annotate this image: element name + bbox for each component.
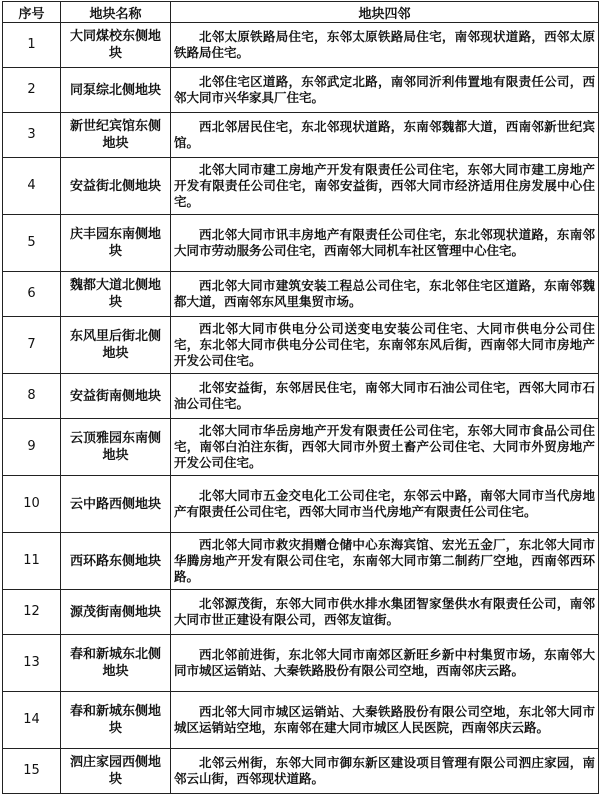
row-boundary: 北邻安益街，东邻居民住宅，南邻大同市石油公司住宅，西邻大同市石油公司住宅。: [171, 374, 599, 419]
table-row: [3, 68, 599, 113]
table-row: [3, 533, 599, 590]
row-num: 15: [3, 749, 61, 794]
row-num: 7: [3, 317, 61, 374]
row-num: 2: [3, 68, 61, 113]
row-boundary: 北邻太原铁路局住宅，东邻太原铁路局住宅，南邻现状道路，西邻太原铁路局住宅。: [171, 23, 599, 68]
row-name: 新世纪宾馆东侧地块: [61, 113, 171, 158]
table-row: [3, 476, 599, 533]
row-num: 6: [3, 272, 61, 317]
header-name: 地块名称: [61, 2, 171, 23]
row-num: 14: [3, 692, 61, 749]
row-name: 源茂街南侧地块: [61, 590, 171, 635]
row-boundary: 西北邻大同市建筑安装工程总公司住宅，东北邻住宅区道路，东南邻魏都大道，西南邻东风里集贸市场。: [171, 272, 599, 317]
table-row: [3, 23, 599, 68]
row-num: 5: [3, 215, 61, 272]
table-row: [3, 215, 599, 272]
row-num: 4: [3, 158, 61, 215]
row-boundary: 北邻大同市五金交电化工公司住宅，东邻云中路，南邻大同市当代房地产有限责任公司住宅，西邻大同市当代房地产有限责任公司住宅。: [171, 476, 599, 533]
table-row: [3, 374, 599, 419]
table-row: [3, 749, 599, 794]
row-boundary: 北邻云州街，东邻大同市御东新区建设项目管理有限公司泗庄家园，南邻云山街，西邻现状道路。: [171, 749, 599, 794]
table-row: [3, 113, 599, 158]
row-name: 春和新城东北侧地块: [61, 635, 171, 692]
row-name: 同泵综北侧地块: [61, 68, 171, 113]
row-name: 庆丰园东南侧地块: [61, 215, 171, 272]
row-name: 西环路东侧地块: [61, 533, 171, 590]
row-boundary: 西北邻前进街，东北邻大同市南郊区新旺乡新中村集贸市场，东南邻大同市城区运销站、大秦铁路股份有限公司空地，西南邻庆云路。: [171, 635, 599, 692]
row-num: 12: [3, 590, 61, 635]
row-boundary: 北邻大同市建工房地产开发有限责任公司住宅，东邻大同市建工房地产开发有限责任公司住宅，南邻安益街，西邻大同市经济适用住房发展中心住宅。: [171, 158, 599, 215]
row-boundary: 西北邻大同市救灾捐赠仓储中心东海宾馆、宏光五金厂，东北邻大同市华腾房地产开发有限公司住宅，东南邻大同市第二制药厂空地，西南邻西环路。: [171, 533, 599, 590]
row-num: 11: [3, 533, 61, 590]
row-name: 东风里后街北侧地块: [61, 317, 171, 374]
table-row: [3, 635, 599, 692]
table-row: [3, 317, 599, 374]
row-num: 9: [3, 419, 61, 476]
row-num: 13: [3, 635, 61, 692]
row-num: 1: [3, 23, 61, 68]
header-num: 序号: [3, 2, 61, 23]
row-boundary: 北邻源茂街，东邻大同市供水排水集团智家堡供水有限责任公司，南邻大同市世正建设有限公司，西邻友谊街。: [171, 590, 599, 635]
row-name: 云中路西侧地块: [61, 476, 171, 533]
row-boundary: 北邻住宅区道路，东邻武定北路，南邻同沂利伟置地有限责任公司，西邻大同市兴华家具厂住宅。: [171, 68, 599, 113]
row-name: 云顶雅园东南侧地块: [61, 419, 171, 476]
row-name: 春和新城东侧地块: [61, 692, 171, 749]
table-header-row: [3, 2, 599, 23]
row-name: 安益街南侧地块: [61, 374, 171, 419]
row-name: 魏都大道北侧地块: [61, 272, 171, 317]
row-num: 3: [3, 113, 61, 158]
row-name: 安益街北侧地块: [61, 158, 171, 215]
header-boundary: 地块四邻: [171, 2, 599, 23]
land-parcel-table: [2, 1, 599, 794]
row-num: 8: [3, 374, 61, 419]
table-row: [3, 692, 599, 749]
row-boundary: 北邻大同市华岳房地产开发有限责任公司住宅，东邻大同市食品公司住宅，南邻白泊注东街，西邻大同市外贸土畜产公司住宅、大同市外贸房地产开发公司住宅。: [171, 419, 599, 476]
row-boundary: 西北邻大同市讯丰房地产有限责任公司住宅，东北邻现状道路，东南邻大同市劳动服务公司住宅，西南邻大同机车社区管理中心住宅。: [171, 215, 599, 272]
row-boundary: 西北邻居民住宅，东北邻现状道路，东南邻魏都大道，西南邻新世纪宾馆。: [171, 113, 599, 158]
table-row: [3, 590, 599, 635]
table-row: [3, 158, 599, 215]
table-row: [3, 419, 599, 476]
row-name: 大同煤校东侧地块: [61, 23, 171, 68]
row-name: 泗庄家园西侧地块: [61, 749, 171, 794]
row-num: 10: [3, 476, 61, 533]
row-boundary: 西北邻大同市城区运销站、大秦铁路股份有限公司空地，东北邻大同市城区运销站空地，东南邻在建大同市城区人民医院，西南邻庆云路。: [171, 692, 599, 749]
table-row: [3, 272, 599, 317]
row-boundary: 西北邻大同市供电分公司送变电安装公司住宅、大同市供电分公司住宅，东北邻大同市供电分公司住宅，东南邻东风后街，西南邻大同市房地产开发公司住宅。: [171, 317, 599, 374]
